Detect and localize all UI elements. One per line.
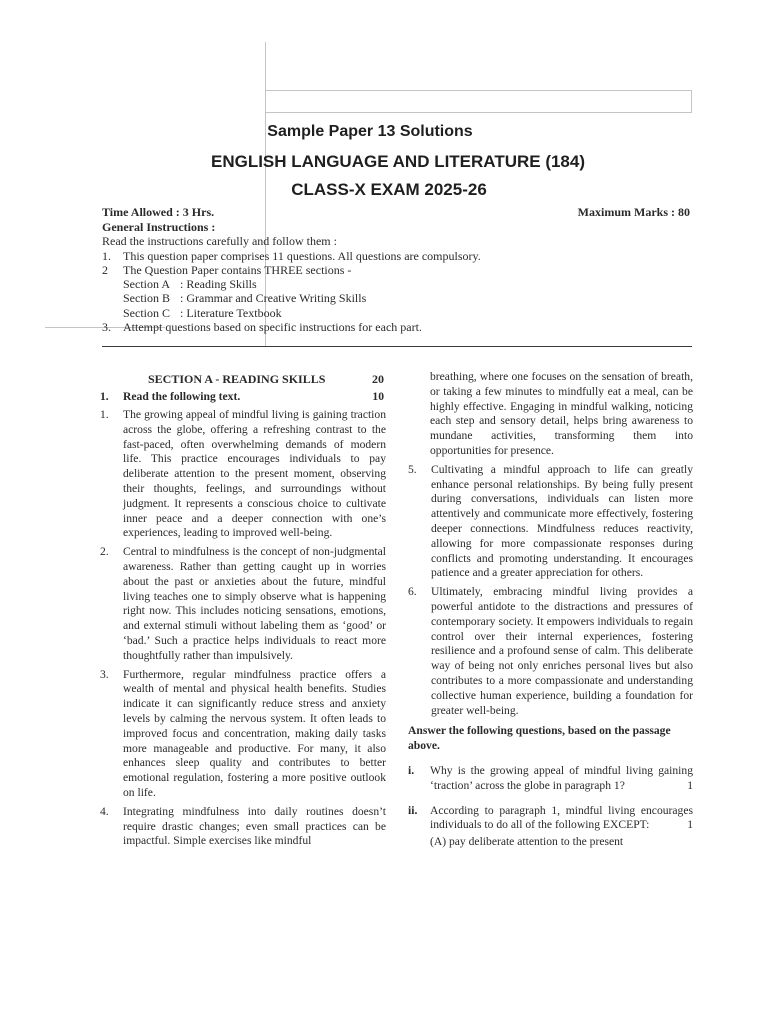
instruction-item xyxy=(102,263,702,277)
paragraph-text: Central to mindfulness is the concept of non-judgmental awareness. Rather than getting caught up in worries about the past or anxieties about the future, mindful living teaches one to simply observe what is happening right now. This includes noticing sensations, emotions, and external stimuli without labeling them as ‘good’ or ‘bad.’ Such a practice helps individuals to react more thoughtfully rather than impulsively. xyxy=(123,545,386,662)
right-column xyxy=(408,370,693,850)
paragraph-number: 1. xyxy=(100,408,109,421)
section-desc: : Literature Textbook xyxy=(180,305,282,320)
passage-paragraph xyxy=(408,463,693,581)
instruction-text: The Question Paper contains THREE sections - xyxy=(123,262,352,277)
question-text: Why is the growing appeal of mindful living gaining ‘traction’ across the globe in paragraph 1? xyxy=(430,763,693,792)
section-desc: : Reading Skills xyxy=(180,277,257,292)
paragraph-text: Ultimately, embracing mindful living provides a powerful antidote to the distractions and pressures of contemporary society. It empowers individuals to regain control over their internal experiences, fostering resilience and a profound sense of calm. This deliberate way of being not only enriches personal lives but also contributes to a more compassionate and understanding collective human experience, building a foundation for greater well-being. xyxy=(431,585,693,717)
question-item xyxy=(408,764,693,794)
passage-paragraph xyxy=(100,545,386,663)
paragraph-text: The growing appeal of mindful living is gaining traction across the globe, offering a refreshing contrast to the fast-paced, often overwhelming demands of modern life. This practice encourages individuals to pay deliberate attention to the present moment, observing their thoughts, feelings, and surroundings without judgment. It represents a conscious choice to cultivate inner peace and a deeper connection with one’s experiences, leading to improved well-being. xyxy=(123,408,386,540)
instruction-number: 3. xyxy=(102,320,111,335)
instruction-number: 1. xyxy=(102,248,111,263)
question-1-heading xyxy=(100,390,386,408)
class-title: CLASS-X EXAM 2025-26 xyxy=(291,180,487,199)
paragraph-number: 4. xyxy=(100,804,109,818)
section-divider xyxy=(102,346,692,347)
left-column xyxy=(100,370,386,853)
question-number: ii. xyxy=(408,803,418,817)
paragraph-text: Furthermore, regular mindfulness practice offers a wealth of mental and physical health benefits. Studies indicate it can significantly reduce stress and anxiety levels by calming the nervous system. It often leads to improved focus and concentration, making daily tasks more manageable and productive. For many, it also enhances sleep quality and contributes to better emotional regulation, fostering a more positive outlook on life. xyxy=(123,667,386,799)
instructions-intro: Read the instructions carefully and follow them : xyxy=(102,234,337,249)
section-line xyxy=(102,306,702,320)
answer-instructions: Answer the following questions, based on the passage above. xyxy=(408,724,671,753)
paragraph-text: Integrating mindfulness into daily routines doesn’t require drastic changes; even small practices can be impactful. Simple exercises like mindful xyxy=(123,804,386,848)
paragraph-number: 5. xyxy=(408,462,417,476)
paper-title: Sample Paper 13 Solutions xyxy=(267,123,473,140)
section-a-heading xyxy=(100,370,386,390)
question-text: According to paragraph 1, mindful living encourages individuals to do all of the following EXCEPT: xyxy=(430,803,693,832)
section-a-marks: 20 xyxy=(372,372,384,386)
instruction-item xyxy=(102,249,702,263)
paragraph-text: Cultivating a mindful approach to life can greatly enhance personal relationships. By being fully present during conversations, individuals can listen more attentively and communicate more effectively, fostering deeper connections. Mindfulness reduces reactivity, allowing for more compassionate responses during conflicts and promoting understanding. It encourages patience and a greater appreciation for others. xyxy=(431,462,693,580)
question-marks: 1 xyxy=(687,818,693,832)
question-number: i. xyxy=(408,763,415,777)
passage-paragraph xyxy=(100,805,386,849)
section-desc: : Grammar and Creative Writing Skills xyxy=(180,291,367,306)
question-item xyxy=(408,804,693,834)
time-marks-row xyxy=(102,205,690,219)
paragraph-number: 2. xyxy=(100,545,109,559)
instruction-text: Attempt questions based on specific instructions for each part. xyxy=(123,320,422,335)
section-name: Section C xyxy=(123,305,170,320)
question-marks: 10 xyxy=(372,390,384,403)
answer-option: (A) pay deliberate attention to the present xyxy=(430,835,624,849)
section-line xyxy=(102,277,702,291)
passage-paragraph xyxy=(100,408,386,541)
paragraph-number: 6. xyxy=(408,585,417,599)
subject-title: ENGLISH LANGUAGE AND LITERATURE (184) xyxy=(210,152,586,171)
passage-continuation: breathing, where one focuses on the sensation of breath, or taking a few minutes to mindfully eat a meal, can be highly effective. Engaging in mindful walking, noticing each step and sensory detail, helps bring awareness to mundane activities, transforming them into opportunities for presence. xyxy=(430,370,693,457)
passage-paragraph xyxy=(408,585,693,718)
question-number: 1. xyxy=(100,390,109,403)
question-text: Read the following text. xyxy=(123,390,241,403)
instruction-item xyxy=(102,320,702,334)
time-allowed: Time Allowed : 3 Hrs. xyxy=(102,205,215,219)
section-name: Section A xyxy=(123,277,170,292)
section-line xyxy=(102,291,702,305)
paragraph-number: 3. xyxy=(100,667,109,681)
section-a-title: SECTION A - READING SKILLS xyxy=(148,372,326,386)
instruction-text: This question paper comprises 11 questions. All questions are compulsory. xyxy=(123,248,481,263)
question-marks: 1 xyxy=(687,778,693,792)
decorative-header-box xyxy=(265,90,692,113)
maximum-marks: Maximum Marks : 80 xyxy=(577,205,690,219)
section-name: Section B xyxy=(123,291,170,306)
instructions-heading: General Instructions : xyxy=(102,220,216,234)
instruction-number: 2 xyxy=(102,262,108,277)
general-instructions xyxy=(102,220,702,334)
passage-paragraph xyxy=(100,668,386,801)
